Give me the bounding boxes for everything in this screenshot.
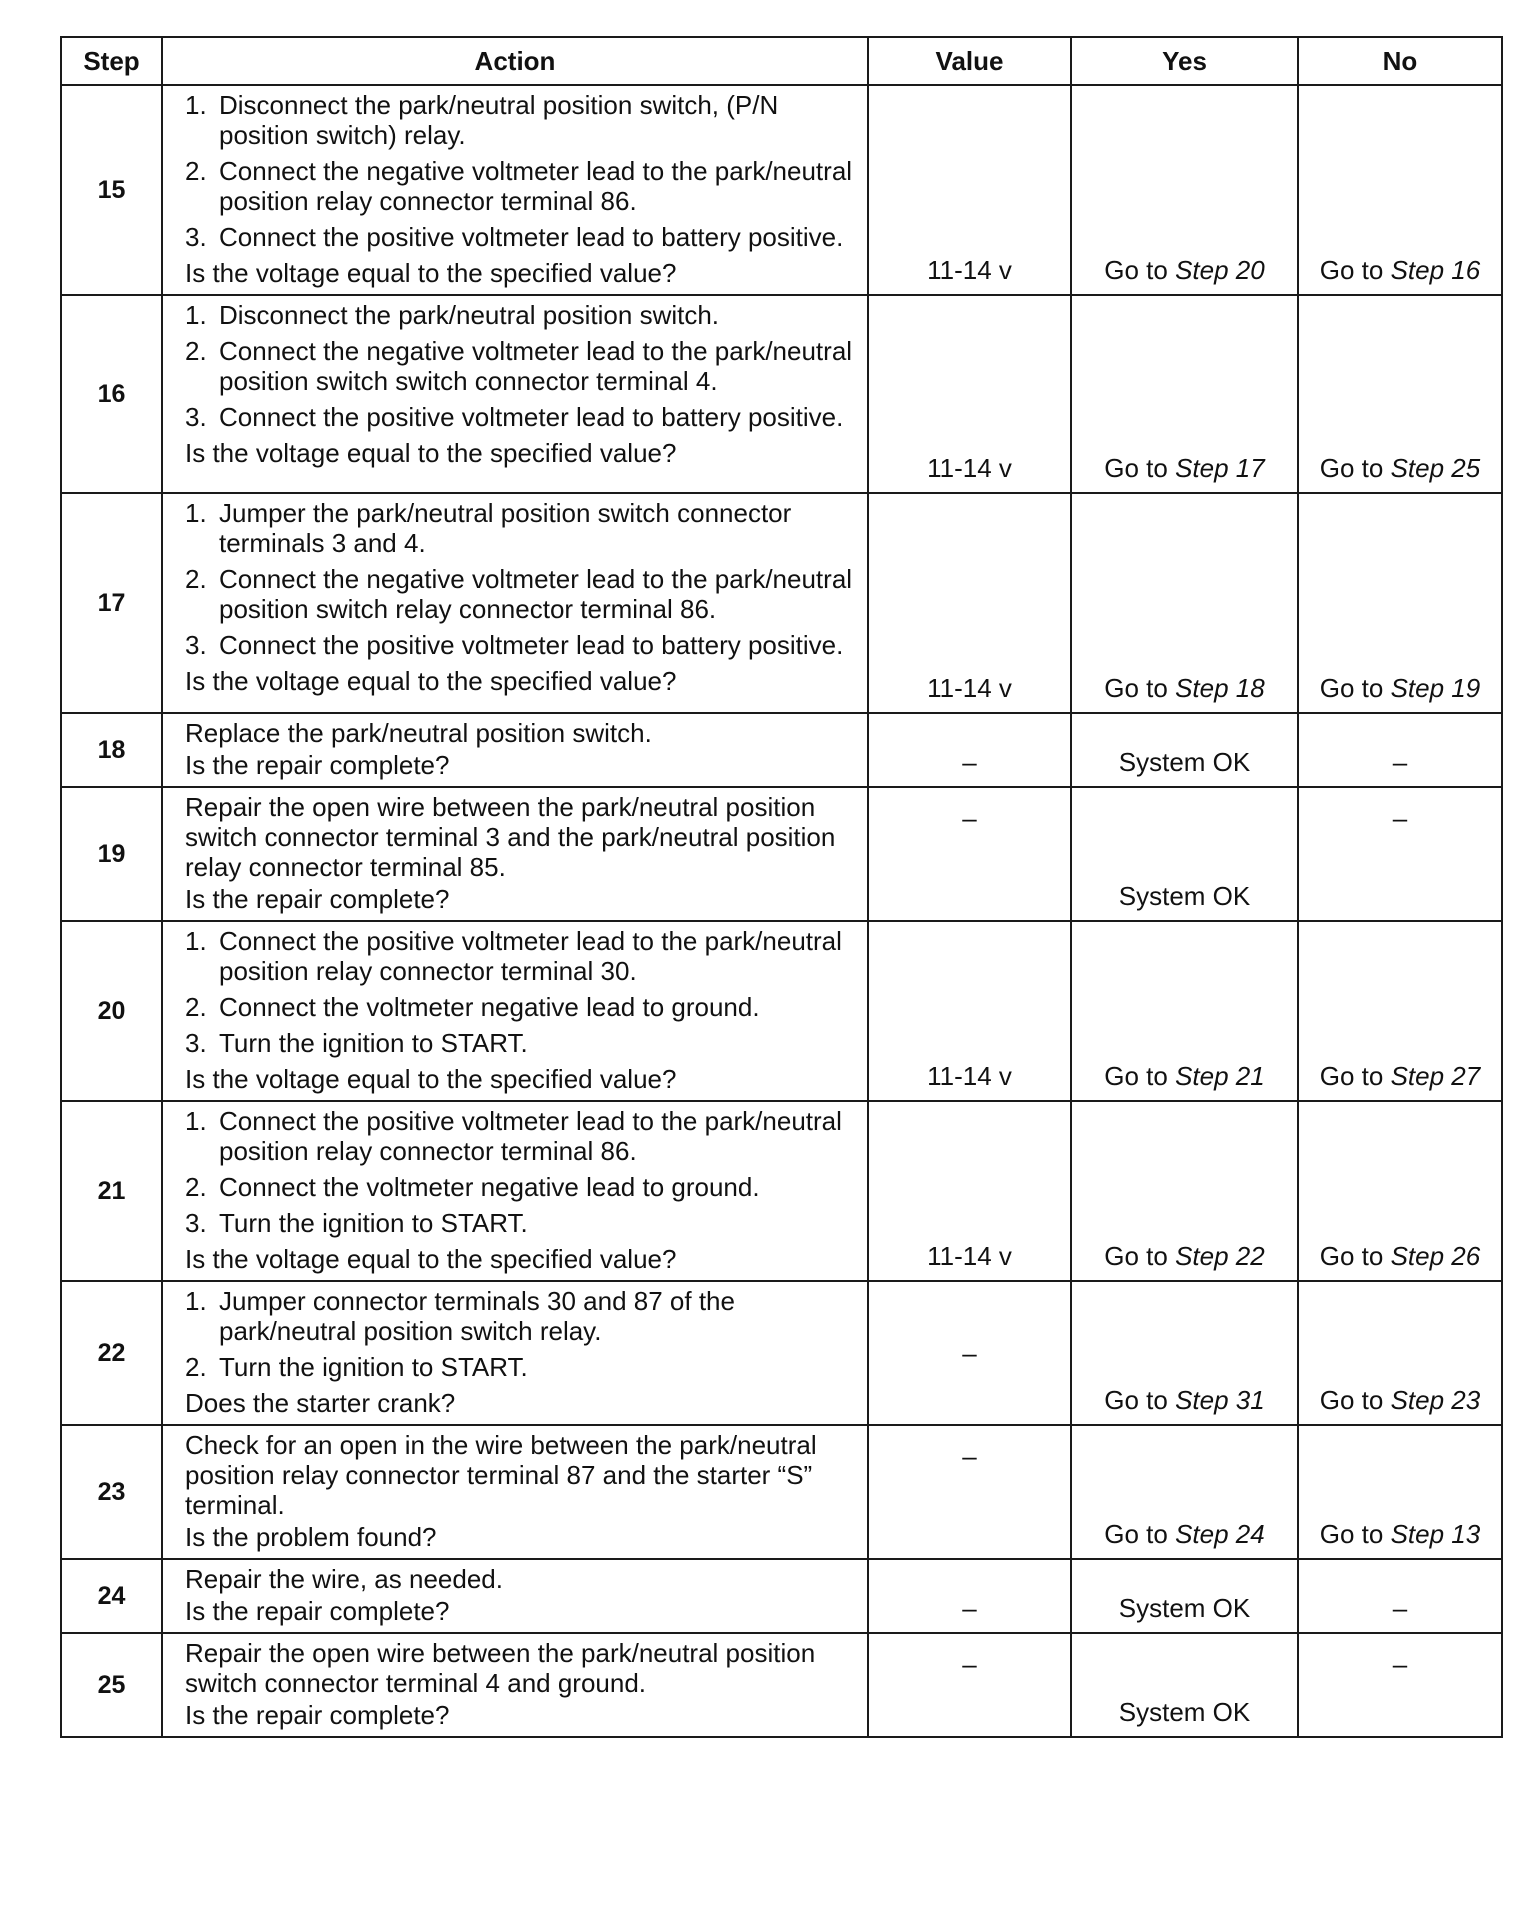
header-action: Action bbox=[162, 37, 868, 85]
yes-cell bbox=[1071, 1281, 1298, 1425]
action-steps-list bbox=[185, 1286, 859, 1382]
action-cell bbox=[162, 1425, 868, 1559]
table-row bbox=[61, 1281, 1502, 1425]
action-step-text: Turn the ignition to START. bbox=[219, 1352, 528, 1382]
action-step bbox=[185, 156, 859, 216]
action-step-number: 1. bbox=[185, 1286, 207, 1316]
yes-cell bbox=[1071, 1425, 1298, 1559]
result-text: System OK bbox=[1118, 881, 1251, 911]
goto-prefix: Go to bbox=[1104, 1061, 1176, 1091]
table-row bbox=[61, 1559, 1502, 1633]
goto-prefix: Go to bbox=[1104, 255, 1176, 285]
specified-value: 11-14 v bbox=[927, 255, 1012, 285]
table-row bbox=[61, 787, 1502, 921]
action-cell bbox=[162, 1281, 868, 1425]
no-slot bbox=[1303, 1634, 1497, 1694]
value-cell bbox=[868, 921, 1071, 1101]
goto-prefix: Go to bbox=[1319, 673, 1391, 703]
table-body bbox=[61, 85, 1502, 1737]
step-number: 25 bbox=[61, 1633, 162, 1737]
result-text: – bbox=[1392, 1649, 1408, 1679]
specified-value: – bbox=[962, 803, 977, 833]
action-step-text: Disconnect the park/neutral position switch, (P/N position switch) relay. bbox=[219, 90, 779, 150]
goto-step-target: Step 27 bbox=[1390, 1061, 1481, 1091]
action-step-text: Jumper the park/neutral position switch connector terminals 3 and 4. bbox=[219, 498, 792, 558]
yes-cell bbox=[1071, 85, 1298, 295]
no-cell bbox=[1298, 921, 1502, 1101]
yes-cell bbox=[1071, 1559, 1298, 1633]
action-instruction: Repair the open wire between the park/neutral position switch connector terminal 3 and the park/neutral position relay connector terminal 85. bbox=[185, 792, 836, 882]
step-number: 15 bbox=[61, 85, 162, 295]
action-step-text: Disconnect the park/neutral position switch. bbox=[219, 300, 720, 330]
action-cell bbox=[162, 1101, 868, 1281]
yes-cell bbox=[1071, 1633, 1298, 1737]
action-step bbox=[185, 1352, 859, 1382]
no-cell bbox=[1298, 1281, 1502, 1425]
value-cell bbox=[868, 295, 1071, 493]
action-step bbox=[185, 90, 859, 150]
action-step bbox=[185, 1106, 859, 1166]
action-step-number: 1. bbox=[185, 1106, 207, 1136]
no-cell bbox=[1298, 493, 1502, 713]
goto-step-target: Step 21 bbox=[1175, 1061, 1265, 1091]
action-step-number: 3. bbox=[185, 222, 207, 252]
goto-prefix: Go to bbox=[1319, 1519, 1391, 1549]
step-number: 18 bbox=[61, 713, 162, 787]
goto-prefix: Go to bbox=[1319, 453, 1391, 483]
value-cell bbox=[868, 787, 1071, 921]
no-slot bbox=[1303, 788, 1497, 848]
header-value: Value bbox=[868, 37, 1071, 85]
action-step-number: 1. bbox=[185, 926, 207, 956]
goto-prefix: Go to bbox=[1319, 1385, 1391, 1415]
action-cell bbox=[162, 1559, 868, 1633]
no-cell bbox=[1298, 295, 1502, 493]
action-step bbox=[185, 1172, 859, 1202]
specified-value: 11-14 v bbox=[927, 453, 1012, 483]
action-step bbox=[185, 300, 859, 330]
action-step-number: 2. bbox=[185, 1172, 207, 1202]
goto-step-target: Step 13 bbox=[1390, 1519, 1481, 1549]
action-question: Is the repair complete? bbox=[185, 750, 450, 780]
action-cell bbox=[162, 493, 868, 713]
action-step-text: Connect the negative voltmeter lead to the park/neutral position switch relay connector terminal 86. bbox=[219, 564, 853, 624]
action-step-text: Connect the negative voltmeter lead to the park/neutral position switch switch connector terminal 4. bbox=[219, 336, 853, 396]
action-instruction: Replace the park/neutral position switch. bbox=[185, 718, 652, 748]
action-cell bbox=[162, 1633, 868, 1737]
table-row bbox=[61, 1633, 1502, 1737]
action-cell bbox=[162, 85, 868, 295]
action-step-text: Connect the positive voltmeter lead to battery positive. bbox=[219, 222, 844, 252]
table-header-row bbox=[61, 37, 1502, 85]
table-row bbox=[61, 1425, 1502, 1559]
action-step-number: 3. bbox=[185, 1208, 207, 1238]
value-cell bbox=[868, 1559, 1071, 1633]
goto-step-target: Step 23 bbox=[1390, 1385, 1481, 1415]
action-step bbox=[185, 992, 859, 1022]
action-step-text: Turn the ignition to START. bbox=[219, 1208, 528, 1238]
no-cell bbox=[1298, 713, 1502, 787]
specified-value: – bbox=[962, 747, 977, 777]
yes-cell bbox=[1071, 921, 1298, 1101]
action-step bbox=[185, 402, 859, 432]
action-question: Is the repair complete? bbox=[185, 1596, 450, 1626]
specified-value: 11-14 v bbox=[927, 673, 1012, 703]
specified-value: – bbox=[962, 1337, 977, 1368]
goto-step-target: Step 20 bbox=[1175, 255, 1265, 285]
action-step bbox=[185, 498, 859, 558]
action-instruction: Repair the open wire between the park/neutral position switch connector terminal 4 and ground. bbox=[185, 1638, 816, 1698]
yes-cell bbox=[1071, 713, 1298, 787]
yes-cell bbox=[1071, 787, 1298, 921]
action-steps-list bbox=[185, 300, 859, 432]
yes-cell bbox=[1071, 295, 1298, 493]
action-step-number: 2. bbox=[185, 992, 207, 1022]
action-step-number: 1. bbox=[185, 498, 207, 528]
action-cell bbox=[162, 295, 868, 493]
value-cell bbox=[868, 1633, 1071, 1737]
action-instruction: Repair the wire, as needed. bbox=[185, 1564, 503, 1594]
no-cell bbox=[1298, 787, 1502, 921]
action-step-number: 2. bbox=[185, 564, 207, 594]
action-step-number: 3. bbox=[185, 402, 207, 432]
action-step-text: Jumper connector terminals 30 and 87 of the park/neutral position switch relay. bbox=[219, 1286, 735, 1346]
action-question: Is the voltage equal to the specified value? bbox=[185, 666, 677, 696]
action-question: Is the repair complete? bbox=[185, 1700, 450, 1730]
header-yes: Yes bbox=[1071, 37, 1298, 85]
action-step-text: Connect the positive voltmeter lead to battery positive. bbox=[219, 630, 844, 660]
header-no: No bbox=[1298, 37, 1502, 85]
value-cell bbox=[868, 1281, 1071, 1425]
value-cell bbox=[868, 713, 1071, 787]
step-number: 19 bbox=[61, 787, 162, 921]
action-step-number: 3. bbox=[185, 1028, 207, 1058]
action-question: Is the voltage equal to the specified value? bbox=[185, 1244, 677, 1274]
no-cell bbox=[1298, 1425, 1502, 1559]
action-step bbox=[185, 336, 859, 396]
action-step-text: Connect the voltmeter negative lead to ground. bbox=[219, 992, 760, 1022]
goto-step-target: Step 22 bbox=[1175, 1241, 1265, 1271]
action-cell bbox=[162, 713, 868, 787]
action-question: Is the problem found? bbox=[185, 1522, 437, 1552]
action-steps-list bbox=[185, 926, 859, 1058]
table-row bbox=[61, 493, 1502, 713]
table-row bbox=[61, 713, 1502, 787]
action-steps-list bbox=[185, 1106, 859, 1238]
action-step bbox=[185, 1028, 859, 1058]
action-question: Is the repair complete? bbox=[185, 884, 450, 914]
no-cell bbox=[1298, 85, 1502, 295]
action-steps-list bbox=[185, 90, 859, 252]
goto-prefix: Go to bbox=[1104, 1519, 1176, 1549]
value-cell bbox=[868, 1101, 1071, 1281]
step-number: 20 bbox=[61, 921, 162, 1101]
action-cell bbox=[162, 787, 868, 921]
action-step bbox=[185, 1208, 859, 1238]
header-step: Step bbox=[61, 37, 162, 85]
result-text: System OK bbox=[1118, 747, 1251, 777]
specified-value: – bbox=[962, 1441, 977, 1471]
goto-step-target: Step 31 bbox=[1175, 1385, 1265, 1415]
action-step-number: 1. bbox=[185, 90, 207, 120]
action-step-number: 2. bbox=[185, 336, 207, 366]
result-text: – bbox=[1392, 747, 1408, 777]
action-cell bbox=[162, 921, 868, 1101]
result-text: – bbox=[1392, 1593, 1408, 1623]
result-text: – bbox=[1392, 803, 1408, 833]
goto-prefix: Go to bbox=[1319, 255, 1391, 285]
no-cell bbox=[1298, 1559, 1502, 1633]
action-step bbox=[185, 1286, 859, 1346]
specified-value: 11-14 v bbox=[927, 1061, 1012, 1091]
step-number: 24 bbox=[61, 1559, 162, 1633]
action-step bbox=[185, 630, 859, 660]
goto-step-target: Step 26 bbox=[1390, 1241, 1481, 1271]
action-step-text: Connect the voltmeter negative lead to ground. bbox=[219, 1172, 760, 1202]
action-step-text: Connect the positive voltmeter lead to the park/neutral position relay connector terminal 30. bbox=[219, 926, 842, 986]
goto-step-target: Step 19 bbox=[1390, 673, 1481, 703]
value-cell bbox=[868, 85, 1071, 295]
action-step-text: Connect the positive voltmeter lead to battery positive. bbox=[219, 402, 844, 432]
action-question: Is the voltage equal to the specified value? bbox=[185, 438, 677, 468]
action-step bbox=[185, 564, 859, 624]
goto-step-target: Step 17 bbox=[1175, 453, 1265, 483]
action-step-number: 1. bbox=[185, 300, 207, 330]
goto-prefix: Go to bbox=[1104, 1385, 1176, 1415]
action-step bbox=[185, 926, 859, 986]
action-step-text: Turn the ignition to START. bbox=[219, 1028, 528, 1058]
result-text: System OK bbox=[1118, 1593, 1251, 1623]
specified-value: – bbox=[962, 1649, 977, 1679]
no-cell bbox=[1298, 1633, 1502, 1737]
yes-cell bbox=[1071, 493, 1298, 713]
step-number: 17 bbox=[61, 493, 162, 713]
action-question: Is the voltage equal to the specified value? bbox=[185, 1064, 677, 1094]
no-cell bbox=[1298, 1101, 1502, 1281]
specified-value: 11-14 v bbox=[927, 1241, 1012, 1271]
goto-step-target: Step 16 bbox=[1390, 255, 1481, 285]
value-cell bbox=[868, 1425, 1071, 1559]
action-step-number: 2. bbox=[185, 156, 207, 186]
step-number: 21 bbox=[61, 1101, 162, 1281]
action-steps-list bbox=[185, 498, 859, 660]
action-step bbox=[185, 222, 859, 252]
result-text: System OK bbox=[1118, 1697, 1251, 1727]
action-instruction: Check for an open in the wire between the park/neutral position relay connector terminal 87 and the starter “S” terminal. bbox=[185, 1430, 817, 1520]
goto-prefix: Go to bbox=[1319, 1241, 1391, 1271]
table-row bbox=[61, 295, 1502, 493]
table-row bbox=[61, 85, 1502, 295]
goto-prefix: Go to bbox=[1319, 1061, 1391, 1091]
goto-step-target: Step 25 bbox=[1390, 453, 1481, 483]
goto-prefix: Go to bbox=[1104, 453, 1176, 483]
specified-value: – bbox=[962, 1593, 977, 1623]
action-step-number: 3. bbox=[185, 630, 207, 660]
value-cell bbox=[868, 493, 1071, 713]
step-number: 23 bbox=[61, 1425, 162, 1559]
goto-prefix: Go to bbox=[1104, 673, 1176, 703]
goto-step-target: Step 24 bbox=[1175, 1519, 1265, 1549]
action-step-number: 2. bbox=[185, 1352, 207, 1382]
action-question: Is the voltage equal to the specified value? bbox=[185, 258, 677, 288]
table-row bbox=[61, 1101, 1502, 1281]
diagnostic-table bbox=[60, 36, 1503, 1738]
action-step-text: Connect the negative voltmeter lead to the park/neutral position relay connector terminal 86. bbox=[219, 156, 853, 216]
step-number: 16 bbox=[61, 295, 162, 493]
goto-step-target: Step 18 bbox=[1175, 673, 1265, 703]
action-question: Does the starter crank? bbox=[185, 1388, 456, 1418]
step-number: 22 bbox=[61, 1281, 162, 1425]
action-step-text: Connect the positive voltmeter lead to the park/neutral position relay connector terminal 86. bbox=[219, 1106, 842, 1166]
yes-cell bbox=[1071, 1101, 1298, 1281]
table-row bbox=[61, 921, 1502, 1101]
goto-prefix: Go to bbox=[1104, 1241, 1176, 1271]
